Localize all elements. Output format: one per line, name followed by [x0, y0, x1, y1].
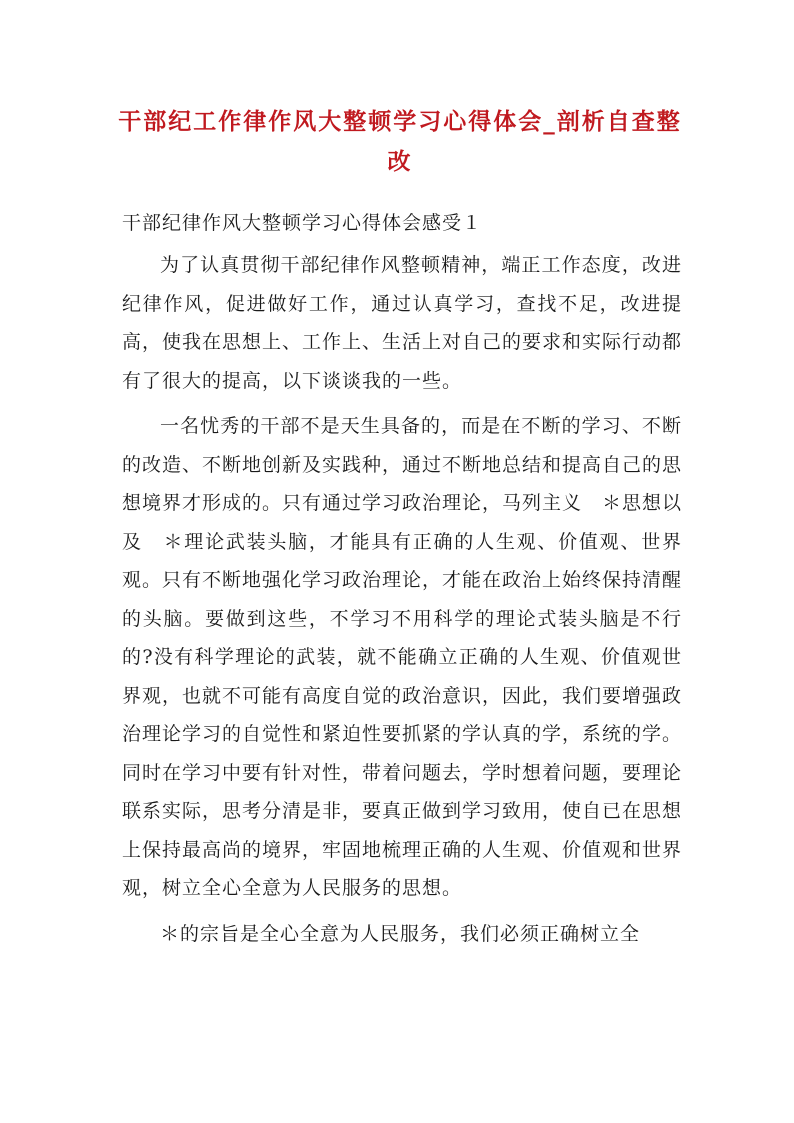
paragraph-2: 一名忧秀的干部不是天生具备的，而是在不断的学习、不断的改造、不断地创新及实践种，通过不断地总结和提高自己的思想境界才形成的。只有通过学习政治理论，马列主义 ＊思想以及 ＊理论武装头脑，才能具有正确的人生观、价值观、世界观。只有不断地强化学习政治理论，才能在政治上始终保持清醒的头脑。要做到这些，不学习不用科学的理论式装头脑是不行的?没有科学理论的武装，就不能确立正确的人生观、价值观世界观，也就不可能有高度自觉的政治意识，因此，我们要增强政治理论学习的自觉性和紧迫性要抓紧的学认真的学，系统的学。同时在学习中要有针对性，带着问题去，学时想着问题，要理论联系实际，思考分清是非，要真正做到学习致用，使自已在思想上保持最高尚的境界，牢固地梳理正确的人生观、价值观和世界观，树立全心全意为人民服务的思想。	[122, 415, 683, 899]
document-title: 干部纪工作律作风大整顿学习心得体会_剖析自查整改	[118, 108, 682, 175]
paragraph-1: 为了认真贯彻干部纪律作风整顿精神，端正工作态度，改进纪律作风，促进做好工作，通过认真学习，查找不足，改进提高，使我在思想上、工作上、生活上对自己的要求和实际行动都有了很大的提高，以下谈谈我的一些。	[122, 254, 683, 392]
document-body	[122, 246, 682, 960]
document-subtitle: 干部纪律作风大整顿学习心得体会感受１	[122, 212, 483, 234]
paragraph-3: ＊的宗旨是全心全意为人民服务，我们必须正确树立全	[160, 922, 641, 945]
